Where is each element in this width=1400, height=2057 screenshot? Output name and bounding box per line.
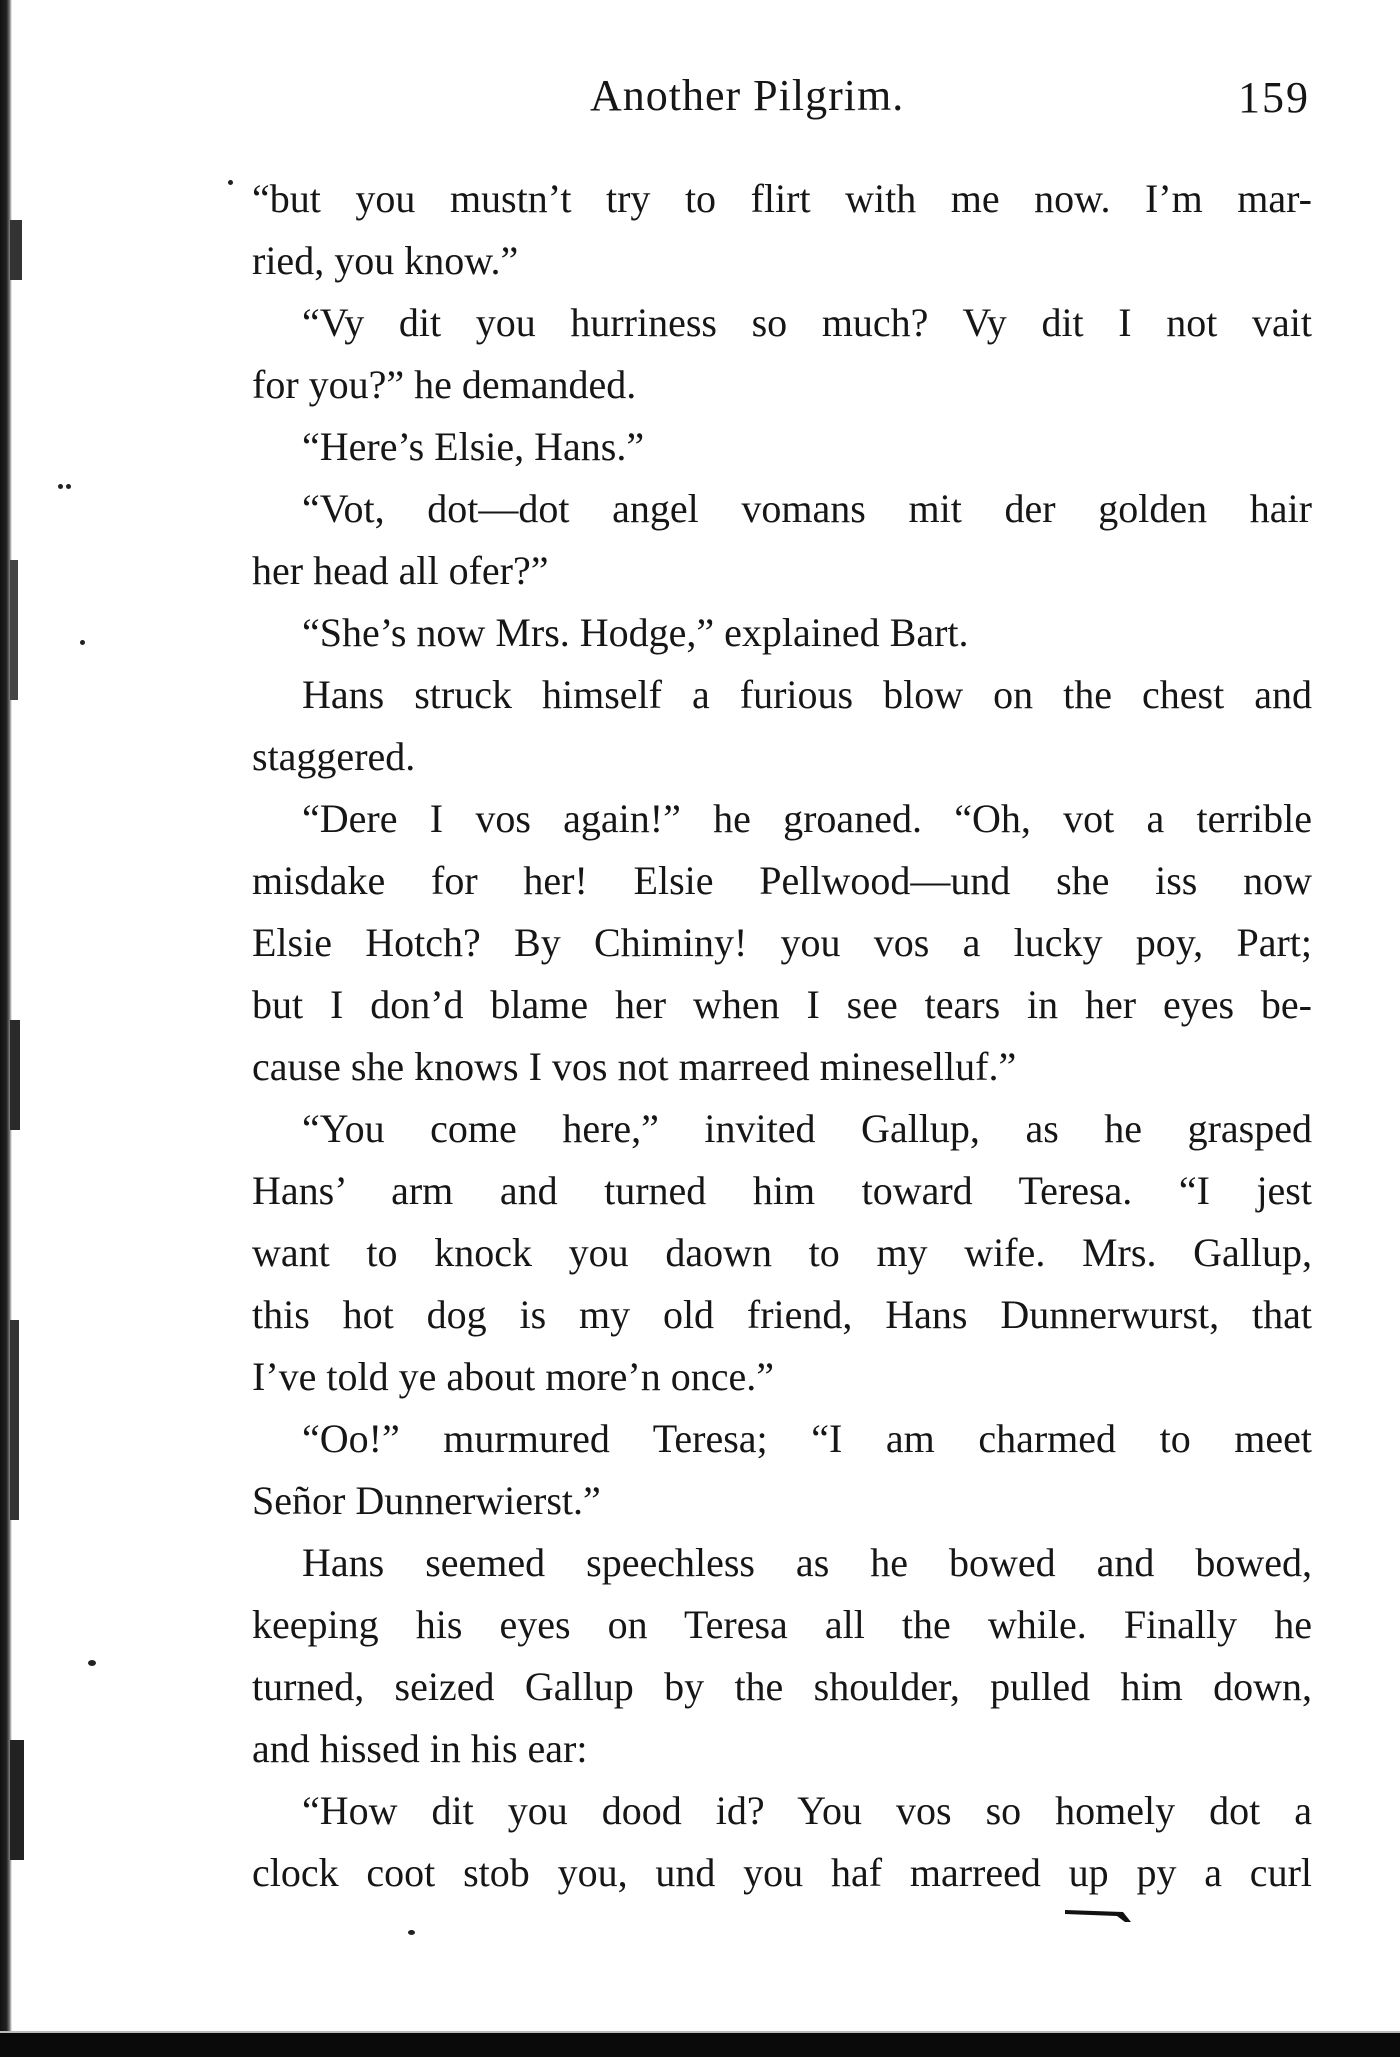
text-line: “Here’s Elsie, Hans.” [302, 424, 645, 469]
text-line: “You come here,” invited Gallup, as he grasped [302, 1106, 1312, 1151]
stray-ink-dot [66, 484, 71, 489]
page-number: 159 [1238, 73, 1310, 122]
text-line: want to knock you daown to my wife. Mrs. Gallup, [252, 1230, 1312, 1275]
text-line: staggered. [252, 734, 416, 779]
stray-ink-dot [88, 1660, 96, 1666]
text-line: her head all ofer?” [252, 548, 549, 593]
text-line: “Vot, dot—dot angel vomans mit der golden hair [302, 486, 1312, 531]
text-line: “Vy dit you hurriness so much? Vy dit I not vait [302, 300, 1312, 345]
text-line: “but you mustn’t try to flirt with me now. I’m mar- [252, 176, 1312, 221]
text-line: ried, you know.” [252, 238, 519, 283]
binding-flecks [10, 0, 40, 2057]
text-line: keeping his eyes on Teresa all the while. Finally he [252, 1602, 1312, 1647]
text-line: and hissed in his ear: [252, 1726, 588, 1771]
text-line: cause she knows I vos not marreed mineselluf.” [252, 1044, 1017, 1089]
text-line: turned, seized Gallup by the shoulder, pulled him down, [252, 1664, 1312, 1709]
text-line: “She’s now Mrs. Hodge,” explained Bart. [302, 610, 969, 655]
text-line: “Dere I vos again!” he groaned. “Oh, vot a terrible [302, 796, 1312, 841]
text-line: I’ve told ye about more’n once.” [252, 1354, 775, 1399]
text-line: for you?” he demanded. [252, 362, 637, 407]
text-line: this hot dog is my old friend, Hans Dunnerwurst, that [252, 1292, 1312, 1337]
body-text [252, 168, 1312, 1904]
text-line: misdake for her! Elsie Pellwood—und she iss now [252, 858, 1312, 903]
running-head [250, 70, 1310, 130]
stray-ink-dot [58, 484, 63, 489]
printer-mark [1065, 1906, 1135, 1924]
text-line: Hans’ arm and turned him toward Teresa. “I jest [252, 1168, 1312, 1213]
stray-ink-dot [228, 180, 233, 185]
stray-ink-dot [408, 1930, 415, 1935]
running-title: Another Pilgrim. [590, 71, 905, 120]
text-line: Hans struck himself a furious blow on the chest and [302, 672, 1312, 717]
text-line: Elsie Hotch? By Chiminy! you vos a lucky poy, Part; [252, 920, 1312, 965]
text-line: but I don’d blame her when I see tears in her eyes be- [252, 982, 1312, 1027]
scan-bottom-edge [0, 2033, 1400, 2057]
stray-ink-dot [80, 640, 85, 645]
text-line: “How dit you dood id? You vos so homely dot a [302, 1788, 1312, 1833]
text-line: “Oo!” murmured Teresa; “I am charmed to meet [302, 1416, 1312, 1461]
text-line: Hans seemed speechless as he bowed and bowed, [302, 1540, 1312, 1585]
text-line: Señor Dunnerwierst.” [252, 1478, 601, 1523]
text-line: clock coot stob you, und you haf marreed up py a curl [252, 1850, 1312, 1895]
